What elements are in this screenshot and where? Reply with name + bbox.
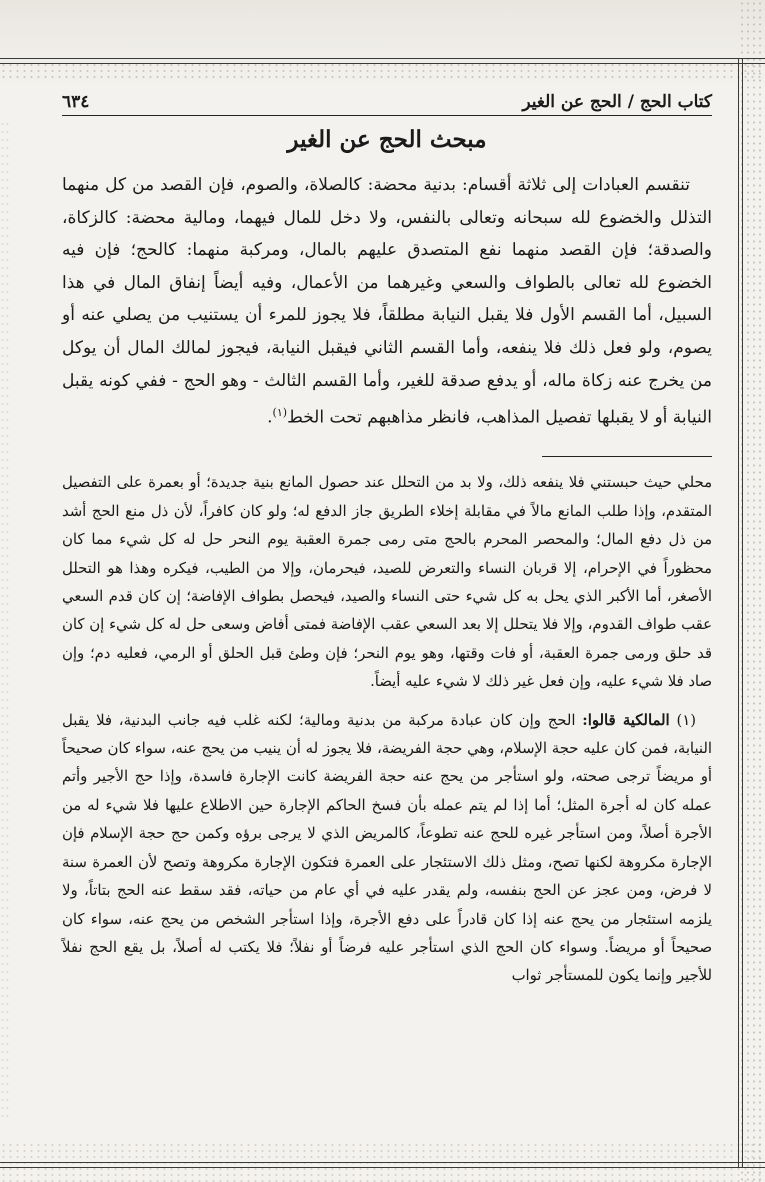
page-number: ٦٣٤ [62, 92, 90, 112]
footnote-1-number: (١) [676, 711, 696, 729]
chapter-title: مبحث الحج عن الغير [287, 126, 487, 153]
footnote-continuation: محلي حيث حبستني فلا ينفعه ذلك، ولا بد من التحلل عند حصول المانع بنية جديدة؛ أو بعمرة على التفصيل المتقدم، وإذا طلب المانع مالاً في مقابلة إخلاء الطريق جاز الدفع له؛ ولو كان كافراً، لأن ذل منع الحج أشد من ذل دفع المال؛ والمحصر المحرم بالحج متى رمى جمرة العقبة يوم النحر حل له كل شيء مما كان محظوراً في الإحرام، إلا قربان النساء والتعرض للصيد، فيحرمان، وإلا من الطيب، فيكره وهذا هو التحلل الأصغر، أما الأكبر الذي يحل به كل شيء حتى النساء والصيد، فيحصل بطواف الإفاضة؛ إن كان قدم السعي عقب طواف القدوم، وإلا فلا يتحلل إلا بعد السعي عقب الإفاضة فمتى أفاض وسعى حل له كل شيء إن كان قد حلق ورمى جمرة العقبة، أو فات وقتها، وهو يوم النحر؛ فإن وطئ قبل الحلق أو الرمي، فعليه دم؛ وإن صاد فلا شيء عليه، وإن فعل غير ذلك لا شيء عليه أيضاً. [62, 474, 712, 691]
book-page [62, 86, 712, 991]
scan-noise-left [0, 120, 10, 1122]
page-border-top [0, 58, 765, 64]
footnote-separator [542, 456, 712, 457]
footnote-1 [62, 707, 712, 991]
page-border-right [738, 58, 743, 1168]
page-border-bottom [0, 1162, 765, 1168]
footnote-1-school: المالكية قالوا: [582, 711, 670, 729]
paragraph-end-mark: . [267, 407, 273, 428]
footnote-ref-1[interactable]: (١) [272, 406, 288, 420]
running-header [62, 86, 712, 116]
footnote-1-text: الحج وإن كان عبادة مركبة من بدنية ومالية؛ لكنه غلب فيه جانب البدنية، فلا يقبل النيابة، فمن كان عليه حجة الإسلام، وهي حجة الفريضة، فلا يجوز له أن ينيب من يحج عنه، سواء كان صحيحاً أو مريضاً ترجى صحته، ولو استأجر من يحج عنه حجة الفريضة كانت الإجارة فاسدة، وإذا حج الأجير وأتم عمله كان له أجرة المثل؛ أما إذا لم يتم عمله بأن فسخ الحاكم الإجارة حين الاطلاع عليها فلا شيء له من الأجرة أصلاً، ومن استأجر غيره للحج عنه تطوعاً، كالمريض الذي لا يرجى برؤه وكمن حج حجة الإسلام فإن الإجارة مكروهة لكنها تصح، ومثل ذلك الاستئجار على العمرة فتكون الإجارة مكروهة وتصح لأن العمرة سنة لا فرض، ومن عجز عن الحج بنفسه، ولم يقدر عليه في أي عام من حياته، فقد سقط عنه الحج بتاتاً، ولا يلزمه استئجار من يحج عنه إذا كان قادراً على دفع الأجرة، وإذا استأجر الشخص من يحج عنه، سواء كان صحيحاً أو مريضاً. وسواء كان الحج الذي استأجر عليه فرضاً أو نفلاً؛ فلا يكتب له أصلاً، بل يقع الحج نفلاً للأجير وإنما يكون للمستأجر ثواب [62, 711, 712, 985]
running-title: كتاب الحج / الحج عن الغير [522, 92, 712, 112]
main-paragraph-text: تنقسم العبادات إلى ثلاثة أقسام: بدنية محضة: كالصلاة، والصوم، فإن القصد من كل منهما التذلل والخضوع لله سبحانه وتعالى بالنفس، ولا دخل للمال فيهما، ومالية محضة: كالزكاة، والصدقة؛ فإن القصد منهما نفع المتصدق عليهم بالمال، ومركبة منهما: كالحج؛ فإن فيه الخضوع لله تعالى بالطواف والسعي وغيرهما من الأعمال، وفيه أيضاً إنفاق المال في هذا السبيل، أما القسم الأول فلا يقبل النيابة مطلقاً، فلا يجوز للمرء أن يستنيب من يصلي عنه أو يصوم، ولو فعل ذلك فلا ينفعه، وأما القسم الثاني فيقبل النيابة، فيجوز لمالك المال أن يوكل من يخرج عنه زكاة ماله، أو يدفع صدقة للغير، وأما القسم الثالث - وهو الحج - ففي كونه يقبل النيابة أو لا يقبلها تفصيل المذاهب، فانظر مذاهبهم تحت الخط [62, 175, 712, 428]
main-paragraph [62, 169, 712, 434]
scan-noise-top [0, 62, 765, 80]
